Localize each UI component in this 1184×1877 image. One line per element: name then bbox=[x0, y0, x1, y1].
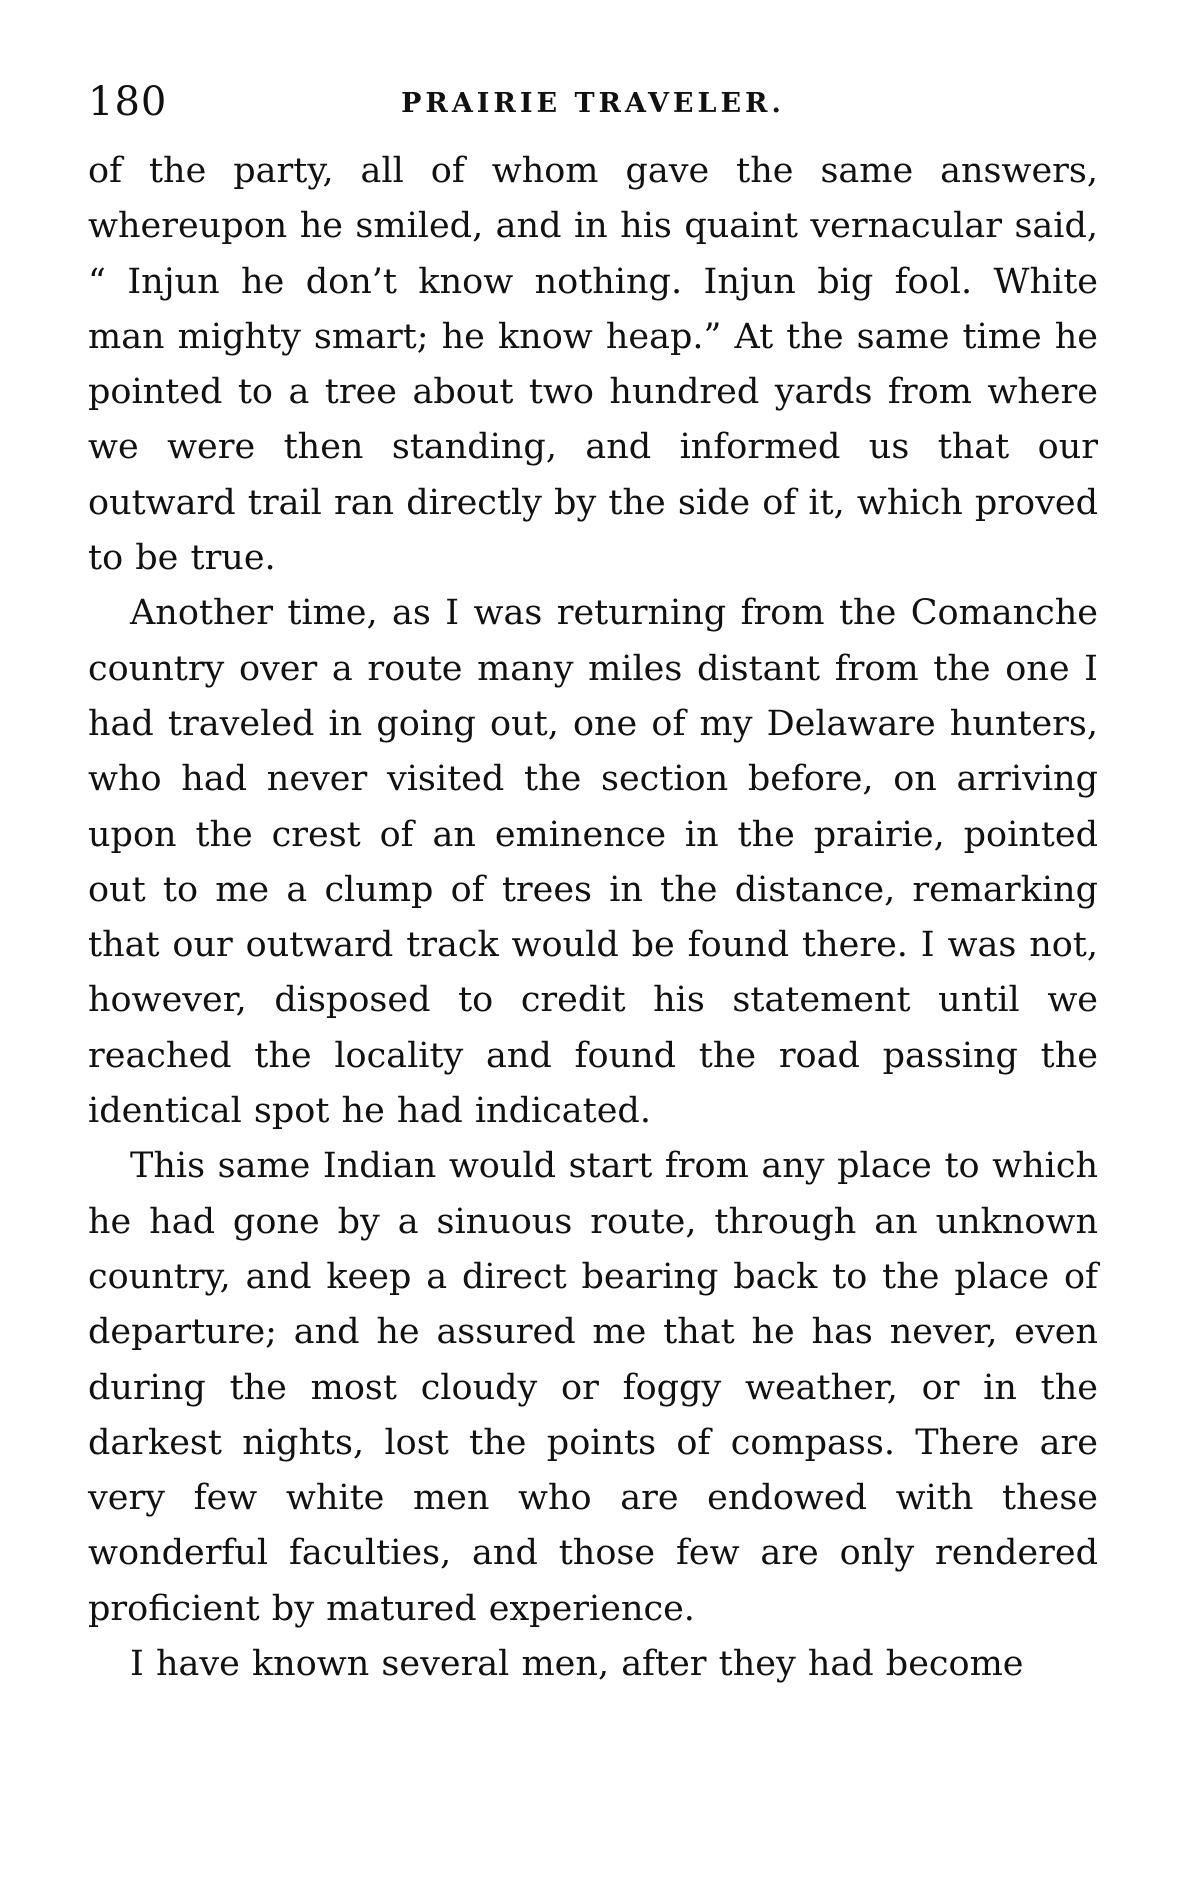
paragraph: Another time, as I was returning from the Comanche country over a route many miles distant from the one I had traveled in going out, one of my Delaware hunters, who had never visited the section before, on arriving upon the crest of an eminence in the prairie, pointed out to me a clump of trees in the distance, remarking that our outward track would be found there. I was not, however, disposed to credit his statement until we reached the locality and found the road passing the identical spot he had indicated. bbox=[88, 593, 1098, 1132]
paragraph: This same Indian would start from any place to which he had gone by a sinuous route, through an unknown country, and keep a direct bearing back to the place of departure; and he assured me that he has never, even during the most cloudy or foggy weather, or in the darkest nights, lost the points of compass. There are very few white men who are endowed with these wonderful faculties, and those few are only rendered proficient by matured experience. bbox=[88, 1146, 1098, 1629]
book-page bbox=[88, 78, 1098, 1692]
page-number: 180 bbox=[88, 79, 168, 125]
paragraph-continued: of the party, all of whom gave the same answers, whereupon he smiled, and in his quaint vernacular said, “ Injun he don’t know nothing. Injun big fool. White man mighty smart; he know heap.” At the same time he pointed to a tree about two hundred yards from where we were then standing, and informed us that our outward trail ran directly by the side of it, which proved to be true. bbox=[88, 151, 1098, 579]
running-head bbox=[88, 78, 1098, 138]
running-title: PRAIRIE TRAVELER. bbox=[401, 88, 785, 119]
body-text bbox=[88, 144, 1098, 1692]
paragraph-partial: I have known several men, after they had become bbox=[130, 1644, 1024, 1685]
